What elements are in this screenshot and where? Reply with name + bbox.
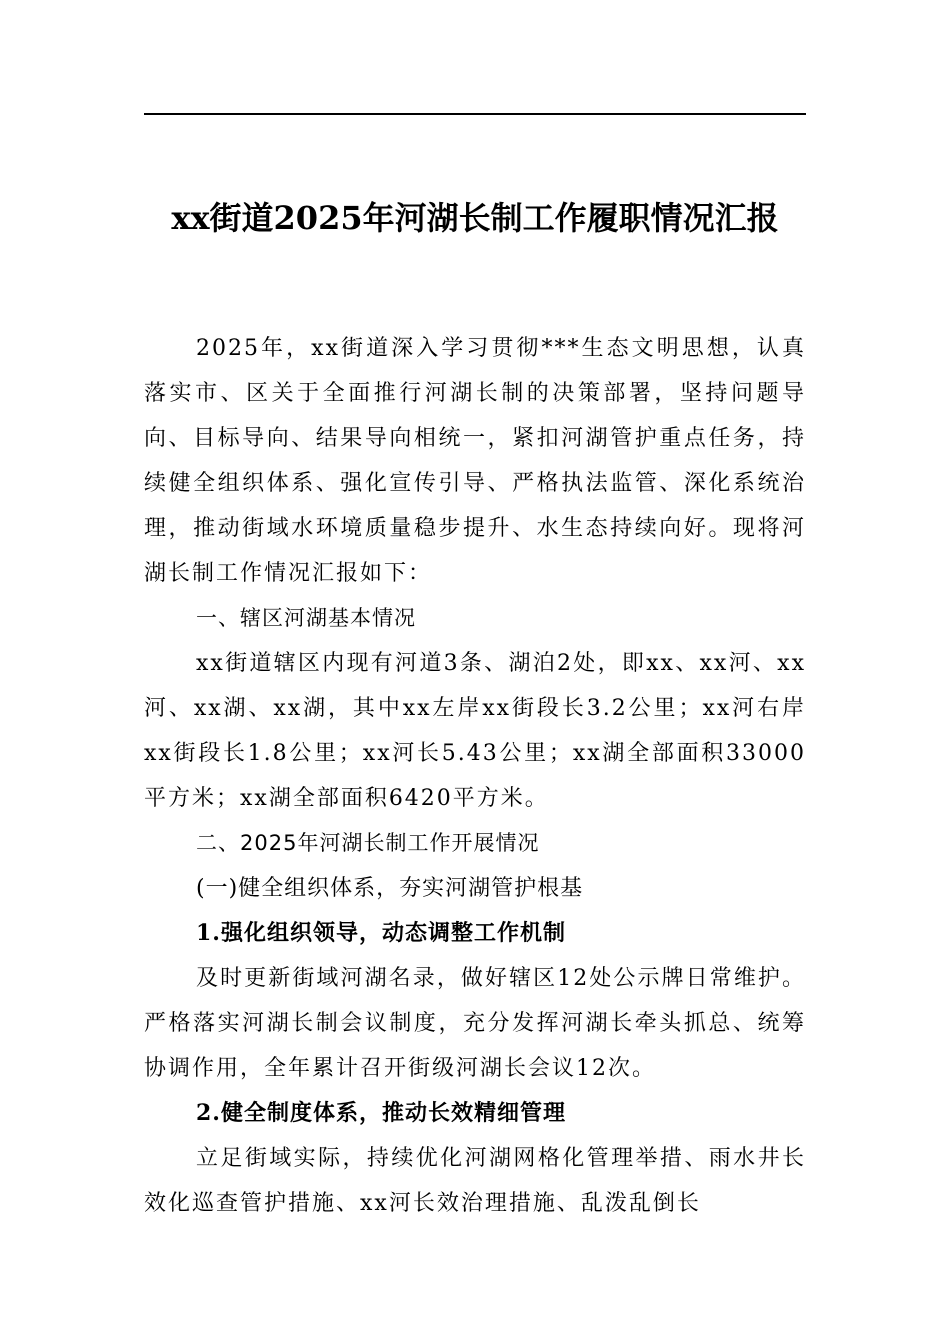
intro-paragraph: 2025年，xx街道深入学习贯彻***生态文明思想，认真落实市、区关于全面推行河湖长制的决策部署，坚持问题导向、目标导向、结果导向相统一，紧扣河湖管护重点任务，持续健全组织体系、强化宣传引导、严格执法监管、深化系统治理，推动街域水环境质量稳步提升、水生态持续向好。现将河湖长制工作情况汇报如下： — [144, 336, 806, 586]
item-heading-1: 1.强化组织领导，动态调整工作机制 — [196, 920, 566, 946]
item-heading-2: 2.健全制度体系，推动长效精细管理 — [196, 1100, 566, 1126]
document-title: xx街道2025年河湖长制工作履职情况汇报 — [171, 199, 779, 237]
item-paragraph-2: 立足街域实际，持续优化河湖网格化管理举措、雨水井长效化巡查管护措施、xx河长效治理措施、乱泼乱倒长 — [144, 1146, 806, 1216]
subsection-heading-1: (一)健全组织体系，夯实河湖管护根基 — [196, 876, 584, 901]
header-rule — [144, 113, 806, 115]
document-body — [144, 326, 806, 1226]
river-overview-paragraph: xx街道辖区内现有河道3条、湖泊2处，即xx、xx河、xx河、xx湖、xx湖，其中xx左岸xx街段长3.2公里；xx河右岸xx街段长1.8公里；xx河长5.43公里；xx湖全部面积33000平方米；xx湖全部面积6420平方米。 — [144, 651, 806, 811]
section-heading-2: 二、2025年河湖长制工作开展情况 — [196, 831, 540, 855]
section-heading-1: 一、辖区河湖基本情况 — [196, 606, 416, 630]
item-paragraph-1: 及时更新街域河湖名录，做好辖区12处公示牌日常维护。严格落实河湖长制会议制度，充分发挥河湖长牵头抓总、统筹协调作用，全年累计召开街级河湖长会议12次。 — [144, 966, 806, 1081]
